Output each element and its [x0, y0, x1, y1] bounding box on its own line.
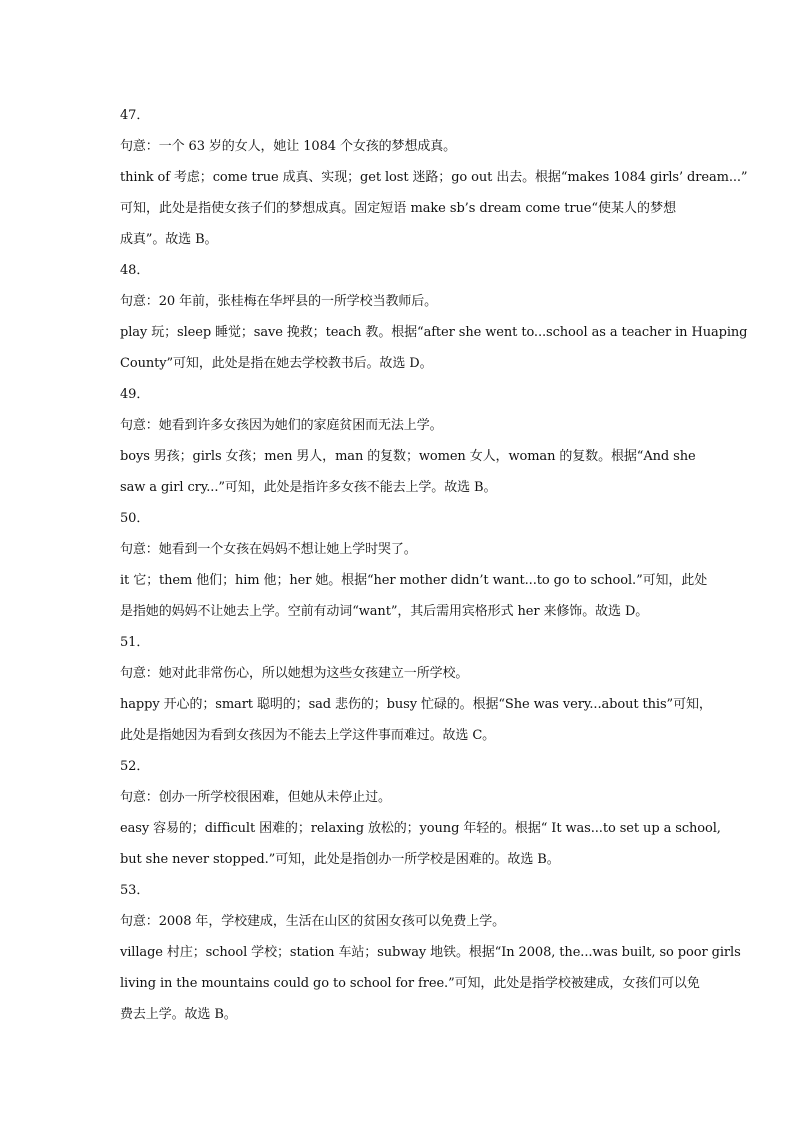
explanation-line: 可知，此处是指使女孩子们的梦想成真。固定短语 make sb’s dream come true“使某人的梦想: [120, 201, 676, 216]
explanation-line: village 村庄；school 学校；station 车站；subway 地铁。根据“In 2008, the...was built, so poor girls: [120, 945, 741, 960]
sentence-meaning: 句意：2008 年，学校建成，生活在山区的贫困女孩可以免费上学。: [120, 914, 506, 929]
explanation-line: boys 男孩；girls 女孩；men 男人，man 的复数；women 女人，woman 的复数。根据“And she: [120, 449, 696, 464]
question-number: 50．: [120, 511, 150, 526]
sentence-meaning: 句意：20 年前，张桂梅在华坪县的一所学校当教师后。: [120, 294, 438, 309]
explanation-line: 是指她的妈妈不让她去上学。空前有动词“want”，其后需用宾格形式 her 来修饰。故选 D。: [120, 604, 649, 619]
question-number: 48．: [120, 263, 150, 278]
explanation-line: 成真”。故选 B。: [120, 232, 218, 247]
explanation-line: it 它；them 他们；him 他；her 她。根据“her mother didn’t want...to go to school.”可知，此处: [120, 573, 708, 588]
explanation-line: County”可知，此处是指在她去学校教书后。故选 D。: [120, 356, 433, 371]
explanation-line: saw a girl cry...”可知，此处是指许多女孩不能去上学。故选 B。: [120, 480, 497, 495]
explanation-line: 费去上学。故选 B。: [120, 1007, 237, 1022]
question-number: 52．: [120, 759, 150, 774]
question-number: 51．: [120, 635, 150, 650]
explanation-line: easy 容易的；difficult 困难的；relaxing 放松的；young 年轻的。根据“ It was...to set up a school,: [120, 821, 721, 836]
sentence-meaning: 句意：她看到一个女孩在妈妈不想让她上学时哭了。: [120, 542, 417, 557]
sentence-meaning: 句意：她看到许多女孩因为她们的家庭贫困而无法上学。: [120, 418, 443, 433]
explanation-line: 此处是指她因为看到女孩因为不能去上学这件事而难过。故选 C。: [120, 728, 496, 743]
question-number: 47．: [120, 108, 150, 123]
sentence-meaning: 句意：她对此非常伤心，所以她想为这些女孩建立一所学校。: [120, 666, 469, 681]
explanation-line: but she never stopped.”可知，此处是指创办一所学校是困难的。故选 B。: [120, 852, 560, 867]
explanation-line: living in the mountains could go to school for free.”可知，此处是指学校被建成，女孩们可以免: [120, 976, 700, 991]
sentence-meaning: 句意：一个 63 岁的女人，她让 1084 个女孩的梦想成真。: [120, 139, 457, 154]
explanation-line: play 玩；sleep 睡觉；save 挽救；teach 教。根据“after she went to...school as a teacher in Huaping: [120, 325, 748, 340]
explanation-line: happy 开心的；smart 聪明的；sad 悲伤的；busy 忙碌的。根据“She was very...about this”可知，: [120, 697, 712, 712]
sentence-meaning: 句意：创办一所学校很困难，但她从未停止过。: [120, 790, 391, 805]
question-number: 49．: [120, 387, 150, 402]
explanation-line: think of 考虑；come true 成真、实现；get lost 迷路；go out 出去。根据“makes 1084 girls’ dream...”: [120, 170, 748, 185]
answer-explanations: [120, 100, 748, 1030]
question-number: 53．: [120, 883, 150, 898]
